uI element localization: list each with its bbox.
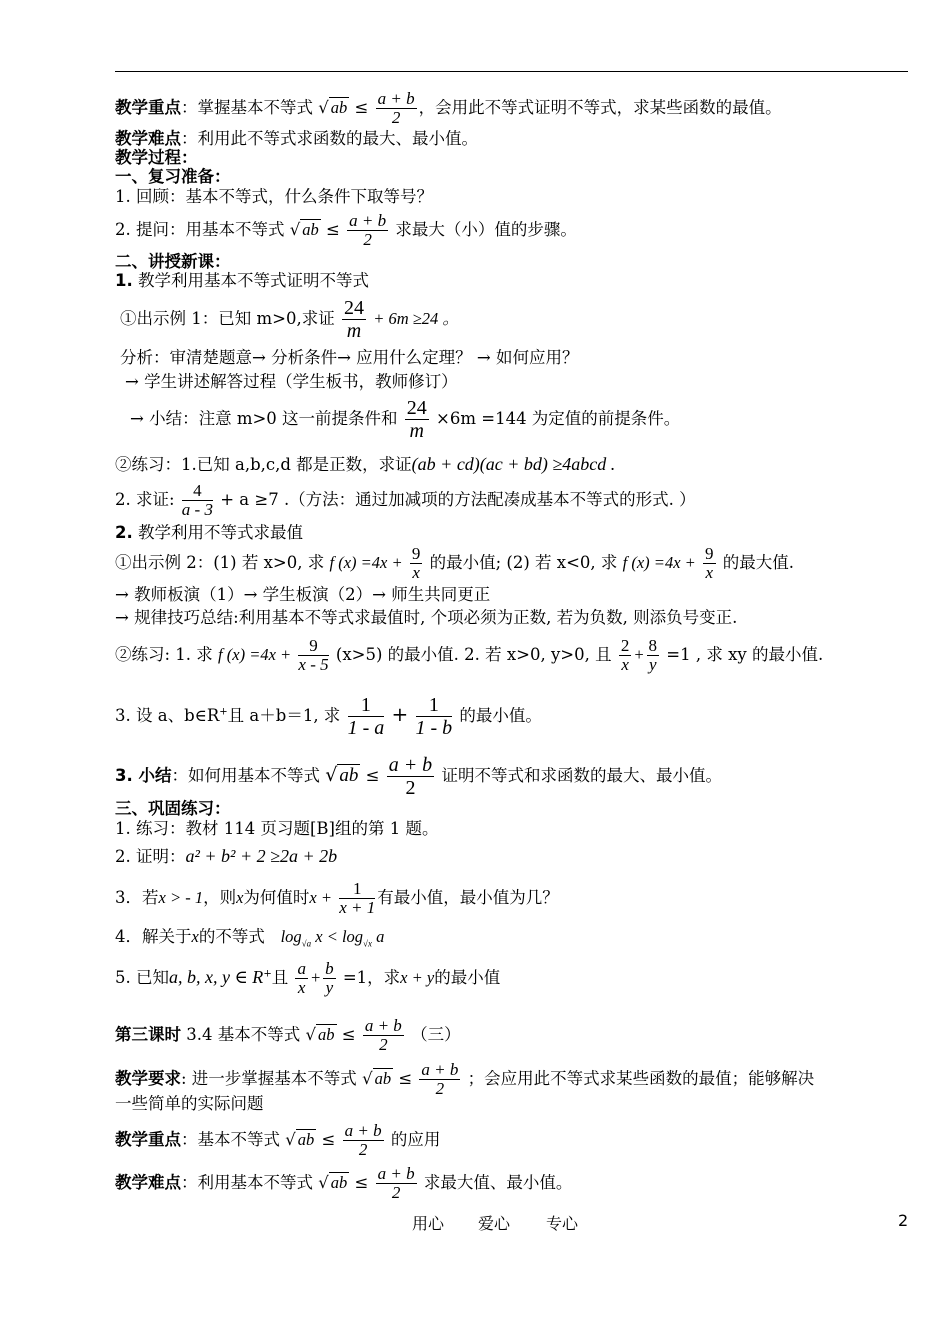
fraction-24-over-m (405, 397, 429, 442)
sqrt-sign: √ (289, 220, 301, 239)
text: 2. 求证: (115, 490, 175, 509)
process-label: 教学过程 (115, 148, 181, 167)
fraction-1-over-1-minus-a (348, 694, 385, 739)
function-expr: f (x) =4x + (329, 553, 403, 572)
text: 2. 提问：用基本不等式 (115, 220, 285, 239)
numerator: a + b (377, 1164, 415, 1183)
denominator: y (325, 978, 334, 997)
key-points-label: 教学重点 (115, 98, 181, 117)
page-number: 2 (898, 1211, 909, 1230)
fraction-9-over-x (703, 545, 716, 582)
exercise-3-line (115, 637, 823, 674)
sqrt-ab (305, 1024, 336, 1044)
denominator: 2 (358, 1140, 368, 1159)
plus-sign: + (633, 645, 645, 664)
fraction-2-over-x (619, 637, 632, 674)
analysis-line: 分析：审清楚题意→ 分析条件→ 应用什么定理？ → 如何应用？ (120, 348, 579, 367)
numerator: b (325, 959, 334, 978)
sqrt-ab (318, 97, 349, 117)
section-three-label: 三、巩固练习 (115, 799, 214, 818)
text: 的最小值。 (459, 706, 542, 725)
fraction-8-over-y (647, 637, 660, 674)
denominator: m (346, 320, 362, 342)
text: 教学利用基本不等式证明不等式 (132, 271, 369, 290)
practice-4-line (115, 926, 384, 954)
fraction-a-plus-b-over-2 (387, 754, 435, 799)
denominator: x (412, 563, 420, 582)
practice-3-line (115, 880, 559, 917)
denominator: 2 (435, 1079, 445, 1098)
lesson-label: 第三课时 (115, 1025, 181, 1044)
section-one-label: 一、复习准备 (115, 167, 214, 186)
denominator: a - 3 (181, 500, 213, 519)
text: + a ≥7 .（方法：通过加减项的方法配凑成基本不等式的形式. ） (220, 490, 696, 509)
section-two-label: 二、讲授新课 (115, 252, 214, 271)
key-points-line (115, 90, 782, 127)
log-expr: a (371, 927, 385, 946)
le-sign: ≤ (365, 766, 380, 785)
numerator: a + b (421, 1060, 459, 1079)
example-1-line (120, 297, 459, 342)
denominator: 1 - b (415, 717, 453, 739)
denominator: 2 (363, 230, 372, 249)
subsection-2 (115, 522, 303, 544)
header-rule (115, 71, 908, 72)
text: ；会应用此不等式求某些函数的最值；能够解决 (467, 1069, 815, 1088)
numerator: a (297, 959, 306, 978)
footer-motto-2: 爱心 (478, 1214, 511, 1233)
log-base: √a (301, 938, 312, 949)
expr: x + (309, 888, 332, 907)
le-sign: ≤ (341, 1025, 356, 1044)
text: ②练习：1.已知 a,b,c,d 都是正数，求证 (115, 455, 412, 474)
text: ，则 (203, 888, 237, 907)
fraction-a-plus-b-over-2 (343, 1122, 384, 1159)
radicand: ab (297, 1130, 315, 1149)
text: 且 (271, 968, 289, 987)
section-one-heading: 一、复习准备： (115, 167, 231, 186)
denominator: y (648, 655, 657, 674)
denominator: 1 - a (347, 717, 385, 739)
inequality: a² + b² + 2 ≥2a + 2b (185, 846, 338, 866)
text: 证明不等式和求函数的最大、最小值。 (441, 766, 722, 785)
text: 且 a＋b＝1, 求 (227, 706, 341, 725)
text: ①出示例 2：(1) 若 x>0, 求 (115, 553, 325, 572)
denominator: 2 (391, 1183, 401, 1202)
text: 3. 设 a、b∈R (115, 706, 220, 725)
superscript: + (263, 968, 272, 980)
summary-1-line (130, 397, 680, 442)
fraction-a-plus-b-over-2 (363, 1017, 404, 1054)
numerator: 24 (343, 297, 364, 319)
le-sign: ≤ (321, 1130, 336, 1149)
text: 3．若 (115, 888, 159, 907)
fraction-a-plus-b-over-2 (419, 1061, 460, 1098)
sqrt-ab (318, 1172, 349, 1192)
sqrt-sign: √ (325, 764, 338, 786)
lesson-3-difficulty (115, 1165, 572, 1202)
text: (x>5) 的最小值. 2. 若 x>0, y>0, 且 (335, 645, 612, 664)
fraction-1-over-1-minus-b (416, 694, 453, 739)
numerator: a + b (377, 89, 415, 108)
fraction-a-plus-b-over-2 (347, 212, 388, 249)
fraction-1-over-x-plus-1 (339, 880, 375, 917)
lesson-3-key-points (115, 1122, 440, 1159)
numerator: 9 (298, 637, 328, 656)
superscript: + (219, 706, 228, 718)
text: 的应用 (390, 1130, 441, 1149)
denominator: 2 (405, 777, 416, 799)
section-two-heading: 二、讲授新课： (115, 252, 231, 271)
text: 的最小值; (2) 若 x<0, 求 (429, 553, 618, 572)
denominator: x (621, 655, 629, 674)
log-base: √x (363, 938, 372, 949)
plus-sign: + (391, 702, 409, 726)
fraction-a-plus-b-over-2 (376, 1165, 417, 1202)
le-sign: ≤ (398, 1069, 413, 1088)
sqrt-sign: √ (318, 98, 329, 117)
variable: x (236, 888, 244, 907)
numerator: 2 (620, 636, 630, 655)
numerator: a + b (364, 1016, 402, 1035)
text: 4．解关于 (115, 927, 192, 946)
text: 教学利用不等式求最值 (132, 523, 303, 542)
text: 为何值时 (243, 888, 310, 907)
numerator: 1 (339, 880, 375, 899)
practice-2-line (115, 845, 337, 868)
denominator: x - 5 (298, 655, 329, 674)
numerator: a + b (349, 211, 387, 230)
text: 有最小值，最小值为几？ (377, 888, 559, 907)
text: ：利用基本不等式 (181, 1173, 313, 1192)
sqrt-sign: √ (305, 1025, 316, 1044)
text: ：基本不等式 (181, 1130, 280, 1149)
radicand: ab (374, 1069, 392, 1088)
radicand: ab (330, 1173, 348, 1192)
denominator: x (297, 978, 306, 997)
practice-1-line: 1. 练习：教材 114 页习题[B]组的第 1 题。 (115, 819, 439, 838)
denominator: m (409, 420, 424, 442)
text: ②练习: 1. 求 (115, 645, 213, 664)
numerator: 9 (705, 544, 714, 563)
text: （三） (411, 1025, 461, 1044)
sqrt-sign: √ (285, 1130, 296, 1149)
student-narrate-line: → 学生讲述解答过程（学生板书，教师修订） (125, 372, 458, 391)
numerator: 9 (411, 544, 421, 563)
text: → 小结：注意 m>0 这一前提条件和 (130, 409, 398, 428)
text: =1 , 求 xy 的最小值. (666, 645, 824, 664)
footer-motto-3: 专心 (546, 1214, 579, 1233)
text: 3.4 基本不等式 (181, 1025, 301, 1044)
function-expr: f (x) =4x + (622, 553, 696, 572)
fraction-9-over-x-minus-5 (298, 637, 328, 674)
le-sign: ≤ (354, 1173, 369, 1192)
section-three-heading: 三、巩固练习： (115, 799, 231, 818)
difficulty-label: 教学难点 (115, 129, 181, 148)
numerator: 1 (348, 694, 385, 717)
subsection-number: 2. (115, 523, 133, 542)
requirements-continued: 一些简单的实际问题 (115, 1094, 264, 1113)
radicand: ab (302, 220, 319, 239)
denominator: x + 1 (339, 898, 376, 917)
text: 的最小值 (434, 968, 501, 987)
denominator: x (705, 563, 714, 582)
radicand: ab (339, 765, 359, 786)
text: 的最大值. (722, 553, 795, 572)
plus-sign: + (309, 968, 322, 987)
text: ①出示例 1：已知 m>0,求证 (120, 309, 335, 328)
denominator: 2 (379, 1035, 388, 1054)
practice-5-line (115, 960, 500, 997)
exercise-1-line (115, 453, 615, 476)
numerator: 1 (416, 694, 453, 717)
numerator: a + b (344, 1121, 382, 1140)
footer-motto-1: 用心 (412, 1214, 445, 1233)
radicand: ab (330, 98, 348, 117)
text: 求最大（小）值的步骤。 (395, 220, 577, 239)
question-line (115, 212, 577, 249)
le-sign: ≤ (354, 98, 369, 117)
log-expr: x < log (311, 927, 364, 946)
fraction-24-over-m (342, 297, 366, 342)
denominator: 2 (391, 108, 401, 127)
text: : 进一步掌握基本不等式 (181, 1069, 357, 1088)
text: =1，求 (342, 968, 401, 987)
expr: x + y (400, 968, 435, 987)
le-sign: ≤ (326, 220, 340, 239)
sqrt-sign: √ (362, 1069, 373, 1088)
lesson-3-title (115, 1017, 461, 1054)
text: ：如何用基本不等式 (171, 766, 320, 785)
subsection-number: 1. (115, 271, 133, 290)
fraction-a-over-x (295, 960, 308, 997)
text: 的不等式 (198, 927, 265, 946)
text: 5. 已知 (115, 968, 169, 987)
exercise-4-line (115, 694, 542, 739)
numerator: 8 (648, 636, 658, 655)
sqrt-ab (285, 1129, 316, 1149)
subsection-3-summary (115, 754, 722, 799)
text: ，会用此不等式证明不等式，求某些函数的最值。 (418, 98, 782, 117)
numerator: a + b (388, 754, 433, 776)
fraction-4-over-a-minus-3 (182, 482, 213, 519)
set-expr: a, b, x, y ∈ R (169, 967, 264, 987)
example-2-line (115, 545, 794, 582)
requirements-label: 教学要求 (115, 1069, 181, 1088)
inequality: (ab + cd)(ac + bd) ≥4abcd . (411, 454, 616, 474)
subsection-1 (115, 270, 369, 292)
sqrt-ab (325, 764, 360, 786)
log-sign: log (280, 927, 302, 946)
sqrt-ab (290, 219, 321, 239)
exercise-2-line (115, 482, 696, 519)
text: + 6m ≥24 。 (373, 309, 459, 328)
sqrt-sign: √ (318, 1173, 329, 1192)
text: ：掌握基本不等式 (181, 98, 313, 117)
text: 求最大值、最小值。 (423, 1173, 573, 1192)
numerator: 4 (182, 482, 213, 501)
text: 2. 证明： (115, 847, 186, 866)
summary-label: 3. 小结 (115, 766, 172, 785)
key-points-label: 教学重点 (115, 1130, 181, 1149)
text: ×6m =144 为定值的前提条件。 (436, 409, 681, 428)
difficulty-label: 教学难点 (115, 1173, 181, 1192)
variable: x (191, 927, 199, 946)
sqrt-ab (362, 1068, 393, 1088)
radicand: ab (318, 1025, 335, 1044)
rule-summary-line: → 规律技巧总结:利用基本不等式求最值时, 个项必须为正数, 若为负数, 则添负号变正. (115, 608, 738, 627)
teacher-demo-line: → 教师板演（1）→ 学生板演（2）→ 师生共同更正 (115, 585, 491, 604)
fraction-9-over-x (410, 545, 423, 582)
condition: x > - 1 (158, 888, 204, 907)
text: ：利用此不等式求函数的最大、最小值。 (181, 129, 478, 148)
numerator: 24 (406, 397, 427, 419)
process-heading: 教学过程： (115, 148, 198, 167)
fraction-a-plus-b-over-2 (376, 90, 417, 127)
function-expr: f (x) =4x + (218, 645, 292, 664)
fraction-b-over-y (323, 960, 336, 997)
review-line: 1. 回顾：基本不等式，什么条件下取等号？ (115, 187, 433, 206)
